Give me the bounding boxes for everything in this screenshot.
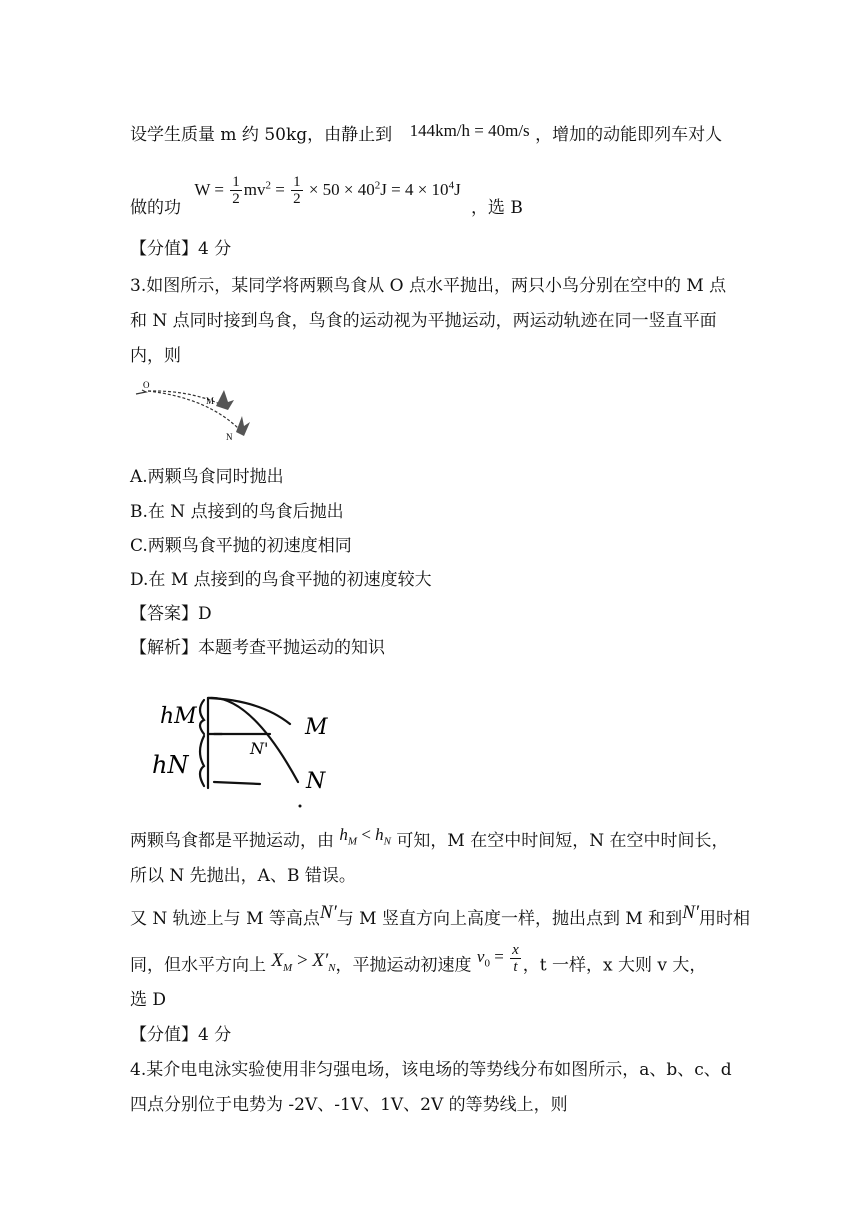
text-line-p1: 两颗鸟食都是平抛运动，由 $h_M < h_N$ 可知，M 在空中时间短，N 在空中时间长，	[130, 825, 729, 851]
text-line-p2: 所以 N 先抛出，A、B 错误。	[130, 866, 356, 886]
label-hN: hN	[152, 751, 189, 779]
text: 设学生质量 m 约 50kg，由静止到	[130, 125, 393, 145]
score-label: 【分值】4 分	[130, 239, 232, 259]
question-3-text: 内，则	[130, 346, 181, 366]
label-Nprime: N'	[250, 739, 269, 758]
text: ，增加的动能即列车对人	[535, 125, 723, 145]
text-line-2	[130, 174, 523, 218]
text: ，选 B	[470, 197, 523, 218]
text-line-p5: 选 D	[130, 990, 167, 1010]
label-N: N	[306, 769, 326, 794]
text-line-p4: 同，但水平方向上 $X_M > X'_N$，平抛运动初速度 $v_0$ = $\frac{x}{t}$ ，t 一样，x 大则 v 大，	[130, 942, 707, 976]
label-hM: hM	[160, 704, 197, 729]
answer: 【答案】D	[130, 604, 212, 624]
question-4-text: 4.某介电电泳实验使用非匀强电场，该电场的等势线分布如图所示，a、b、c、d	[130, 1060, 732, 1080]
text-line-p3: 又 N 轨迹上与 M 等高点N′与 M 竖直方向上高度一样，抛出点到 M 和到N′用时相	[130, 902, 751, 929]
trajectory-figure	[128, 378, 258, 448]
handwritten-sketch	[150, 688, 370, 813]
math-work-formula: W = $\frac{1}{2}$ $mv^2$ = $\frac{1}{2}$ × $50 \times 40^2J = 4 \times 10^4J$	[194, 174, 461, 208]
question-3-text: 和 N 点同时接到鸟食，鸟食的运动视为平抛运动，两运动轨迹在同一竖直平面	[130, 311, 717, 331]
question-3-text: 3.如图所示，某同学将两颗鸟食从 O 点水平抛出，两只小鸟分别在空中的 M 点	[130, 276, 727, 296]
text: 做的功	[130, 197, 181, 218]
score-label: 【分值】4 分	[130, 1025, 232, 1045]
label-M: M	[206, 396, 215, 406]
math-speed: 144km/h = 40m/s	[409, 121, 530, 140]
question-4-text: 四点分别位于电势为 -2V、-1V、1V、2V 的等势线上，则	[130, 1095, 568, 1115]
label-M: M	[305, 715, 328, 740]
label-N: N	[226, 432, 233, 442]
analysis-heading: 【解析】本题考查平抛运动的知识	[130, 638, 385, 658]
option-c: C.两颗鸟食平抛的初速度相同	[130, 536, 352, 556]
option-d: D.在 M 点接到的鸟食平抛的初速度较大	[130, 570, 432, 590]
text-line-1	[130, 121, 723, 146]
option-a: A.两颗鸟食同时抛出	[130, 467, 284, 487]
label-O: O	[143, 380, 150, 390]
option-b: B.在 N 点接到的鸟食后抛出	[130, 502, 344, 522]
